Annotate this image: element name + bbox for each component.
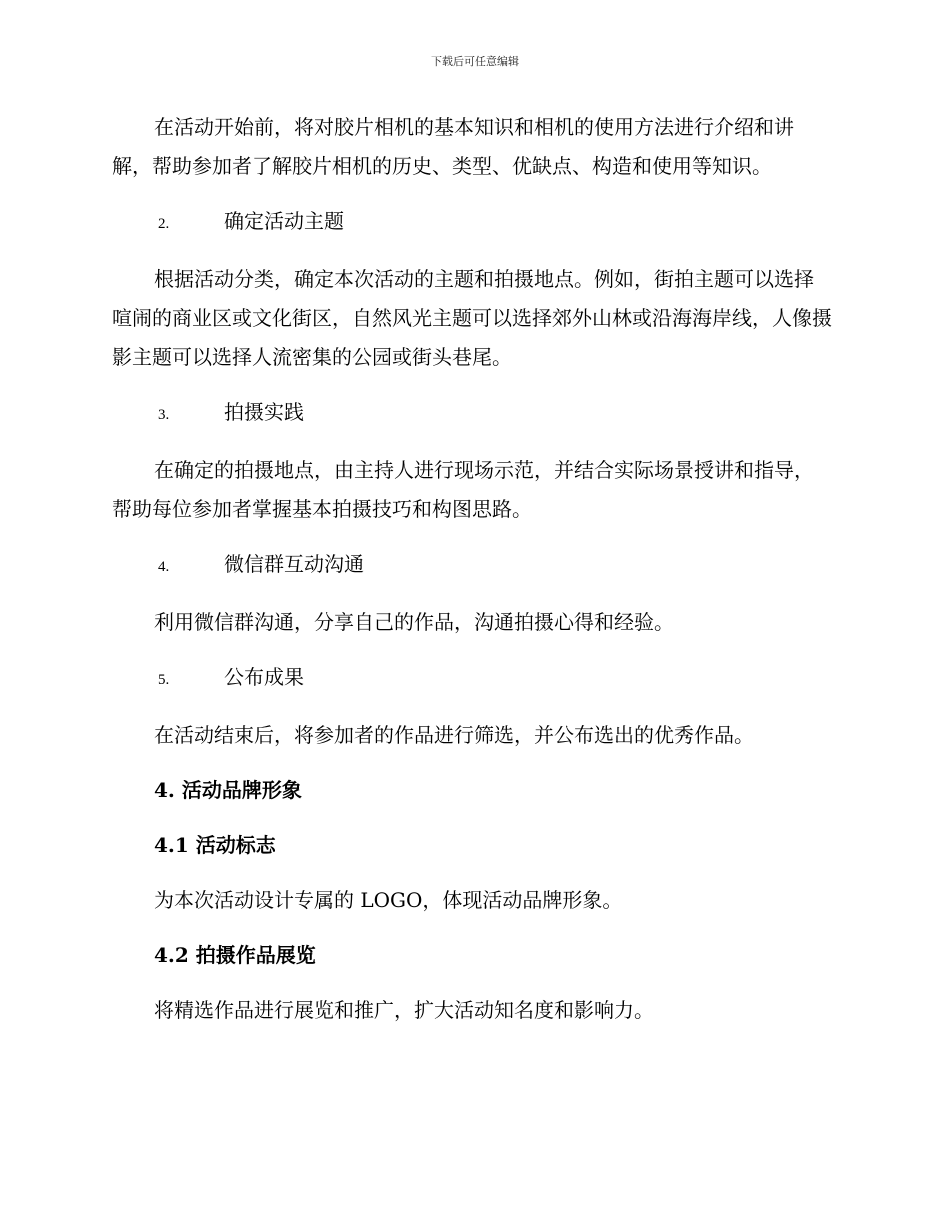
paragraph-intro: 在活动开始前，将对胶片相机的基本知识和相机的使用方法进行介绍和讲解，帮助参加者了解胶片相机的历史、类型、优缺点、构造和使用等知识。 <box>112 115 794 178</box>
paragraph-practice: 在确定的拍摄地点，由主持人进行现场示范，并结合实际场景授讲和指导，帮助每位参加者掌握基本拍摄技巧和构图思路。 <box>112 458 814 521</box>
list-item-3 <box>112 393 832 435</box>
document-body <box>112 108 832 1030</box>
page-header: 下载后可任意编辑 <box>431 55 519 68</box>
list-item-4 <box>112 545 832 587</box>
list-label: 确定活动主题 <box>224 209 344 233</box>
list-label: 公布成果 <box>224 665 304 689</box>
paragraph-results: 在活动结束后，将参加者的作品进行筛选，并公布选出的优秀作品。 <box>154 723 754 747</box>
paragraph-wechat: 利用微信群沟通，分享自己的作品，沟通拍摄心得和经验。 <box>154 610 674 634</box>
list-label: 拍摄实践 <box>224 400 304 424</box>
list-number: 3. <box>158 407 170 423</box>
list-number: 5. <box>158 672 170 688</box>
subsection-heading-exhibition: 4.2 拍摄作品展览 <box>154 943 316 967</box>
list-label: 微信群互动沟通 <box>224 552 364 576</box>
list-item-5 <box>112 658 832 700</box>
paragraph-logo: 为本次活动设计专属的 LOGO，体现活动品牌形象。 <box>154 888 623 912</box>
list-number: 4. <box>158 559 170 575</box>
list-number: 2. <box>158 216 170 232</box>
paragraph-exhibition: 将精选作品进行展览和推广，扩大活动知名度和影响力。 <box>154 998 654 1022</box>
list-item-2 <box>112 202 832 244</box>
section-heading-brand: 4. 活动品牌形象 <box>154 778 302 802</box>
subsection-heading-logo: 4.1 活动标志 <box>154 833 276 857</box>
paragraph-theme: 根据活动分类，确定本次活动的主题和拍摄地点。例如，街拍主题可以选择喧闹的商业区或文化街区，自然风光主题可以选择郊外山林或沿海海岸线，人像摄影主题可以选择人流密集的公园或街头巷尾。 <box>112 267 832 369</box>
